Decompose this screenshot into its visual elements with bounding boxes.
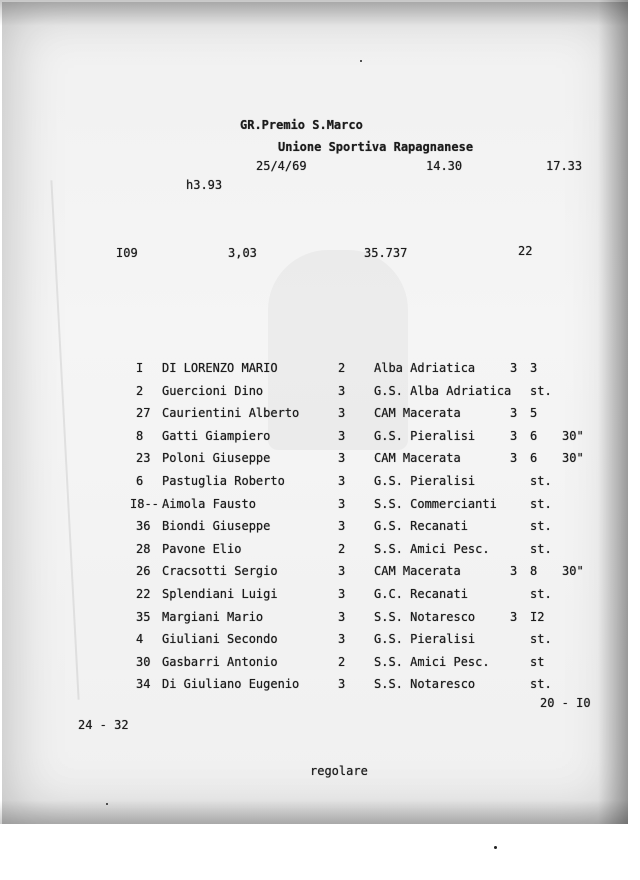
row-rider-name: Guercioni Dino: [162, 383, 264, 398]
row-rider-name: Gasbarri Antonio: [162, 654, 278, 669]
row-category: 3: [338, 632, 346, 647]
row-rider-name: Biondi Giuseppe: [162, 519, 271, 534]
row-club: G.S. Pieralisi: [374, 474, 476, 488]
row-category: 2: [338, 654, 346, 669]
row-club: G.S. Recanati: [374, 519, 468, 534]
row-rider-name: Margiani Mario: [162, 609, 264, 624]
summary-laps: 3,03: [228, 246, 257, 260]
row-club: S.S. Commercianti: [374, 496, 497, 511]
dust-speck: [494, 846, 497, 849]
row-laps: 3: [510, 564, 518, 579]
row-rider-name: Giuliani Secondo: [162, 632, 278, 647]
organizer-name: Unione Sportiva Rapagnanese: [278, 140, 474, 154]
row-club: S.S. Notaresco: [374, 677, 476, 692]
row-gap: st.: [530, 474, 552, 488]
row-gap: st.: [530, 677, 552, 692]
row-position: 36: [136, 519, 151, 534]
row-gap: 6: [530, 428, 538, 443]
race-title: GR.Premio S.Marco: [240, 118, 363, 132]
row-club: G.S. Pieralisi: [374, 428, 476, 443]
row-laps: 3: [510, 361, 518, 375]
row-category: 3: [338, 519, 346, 534]
right-score: 20 - I0: [540, 696, 591, 710]
row-position: 27: [136, 406, 151, 421]
row-club: Alba Adriatica: [374, 361, 476, 375]
row-club: G.S. Pieralisi: [374, 632, 476, 647]
summary-average: 35.737: [364, 246, 408, 260]
row-rider-name: Pavone Elio: [162, 541, 242, 556]
row-position: 6: [136, 474, 144, 488]
row-position: 35: [136, 609, 151, 624]
row-seconds: 30": [562, 564, 584, 579]
scan-shadow-right: [598, 0, 628, 824]
row-gap: 5: [530, 406, 538, 421]
row-gap: st.: [530, 587, 552, 601]
row-category: 3: [338, 451, 346, 466]
row-club: G.C. Recanati: [374, 587, 468, 601]
row-laps: 3: [510, 609, 518, 624]
row-gap: st.: [530, 383, 552, 398]
row-position: I: [136, 361, 144, 375]
row-gap: st.: [530, 519, 552, 534]
row-position: 30: [136, 654, 151, 669]
row-seconds: 30": [562, 451, 584, 466]
row-position: 26: [136, 564, 151, 579]
row-gap: 3: [530, 361, 538, 375]
row-position: 8: [136, 428, 144, 443]
scan-shadow-top: [0, 0, 628, 26]
row-laps: 3: [510, 406, 518, 421]
dust-speck: [360, 60, 362, 62]
row-club: G.S. Alba Adriatica: [374, 383, 512, 398]
row-rider-name: DI LORENZO MARIO: [162, 361, 278, 375]
row-category: 3: [338, 474, 346, 488]
row-club: S.S. Amici Pesc.: [374, 654, 490, 669]
row-position: 23: [136, 451, 151, 466]
row-category: 3: [338, 383, 346, 398]
row-position: 4: [136, 632, 144, 647]
row-gap: 6: [530, 451, 538, 466]
scan-shadow-bottom: [0, 800, 628, 824]
row-category: 3: [338, 587, 346, 601]
left-score: 24 - 32: [78, 718, 129, 732]
race-distance: h3.93: [186, 178, 223, 192]
row-rider-name: Gatti Giampiero: [162, 428, 271, 443]
row-category: 3: [338, 428, 346, 443]
row-seconds: 30": [562, 428, 584, 443]
summary-number: I09: [116, 246, 138, 260]
row-category: 3: [338, 677, 346, 692]
row-rider-name: Cracsotti Sergio: [162, 564, 278, 579]
row-category: 3: [338, 609, 346, 624]
row-gap: st.: [530, 496, 552, 511]
dust-speck: [106, 803, 108, 805]
row-club: CAM Macerata: [374, 564, 461, 579]
row-gap: st.: [530, 541, 552, 556]
row-rider-name: Di Giuliano Eugenio: [162, 677, 300, 692]
row-category: 3: [338, 406, 346, 421]
row-gap: 8: [530, 564, 538, 579]
row-gap: st.: [530, 632, 552, 647]
row-rider-name: Pastuglia Roberto: [162, 474, 285, 488]
row-laps: 3: [510, 428, 518, 443]
row-club: S.S. Notaresco: [374, 609, 476, 624]
row-rider-name: Poloni Giuseppe: [162, 451, 271, 466]
end-time: 17.33: [546, 159, 583, 173]
row-club: CAM Macerata: [374, 451, 461, 466]
row-category: 2: [338, 361, 346, 375]
row-position: 28: [136, 541, 151, 556]
row-position: 22: [136, 587, 151, 601]
verdict-text: regolare: [310, 764, 368, 778]
row-laps: 3: [510, 451, 518, 466]
row-category: 3: [338, 564, 346, 579]
row-gap: I2: [530, 609, 545, 624]
start-time: 14.30: [426, 159, 463, 173]
row-position: 2: [136, 383, 144, 398]
summary-count: 22: [518, 244, 533, 258]
row-rider-name: Caurientini Alberto: [162, 406, 300, 421]
row-category: 2: [338, 541, 346, 556]
row-category: 3: [338, 496, 346, 511]
race-date: 25/4/69: [256, 159, 307, 173]
row-rider-name: Aimola Fausto: [162, 496, 256, 511]
row-club: S.S. Amici Pesc.: [374, 541, 490, 556]
row-position: I8--: [130, 496, 159, 511]
row-position: 34: [136, 677, 151, 692]
row-gap: st: [530, 654, 545, 669]
row-rider-name: Splendiani Luigi: [162, 587, 278, 601]
row-club: CAM Macerata: [374, 406, 461, 421]
